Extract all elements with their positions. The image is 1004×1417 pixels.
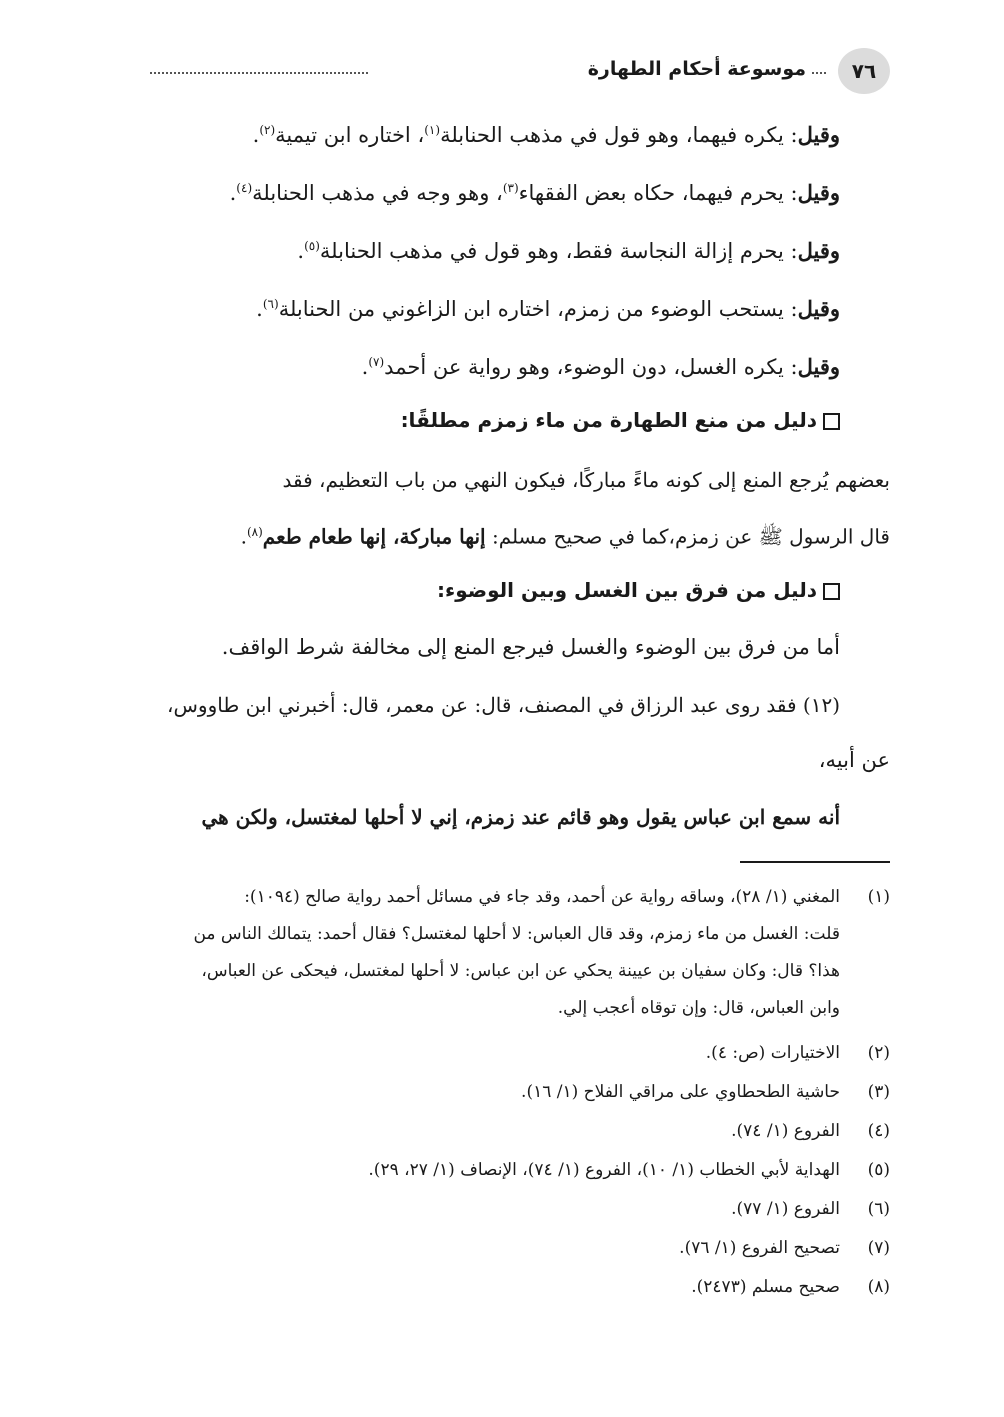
footnote-ref[interactable]: (١) bbox=[424, 123, 441, 137]
footnote-number: (٢) bbox=[867, 1043, 890, 1063]
footnote-number: (٨) bbox=[867, 1277, 890, 1297]
header-divider-dots bbox=[150, 72, 368, 74]
opinion-lead: وقيل bbox=[797, 238, 840, 263]
quote-line: أنه سمع ابن عباس يقول وهو قائم عند زمزم، إني لا أحلها لمغتسل، ولكن هي bbox=[201, 805, 840, 829]
footnote-text: حاشية الطحطاوي على مراقي الفلاح (١/ ١٦). bbox=[521, 1082, 840, 1102]
section-heading bbox=[401, 405, 840, 435]
opinion-text: ، وهو وجه في مذهب الحنابلة bbox=[252, 181, 503, 205]
footnote-text: صحيح مسلم (٢٤٧٣). bbox=[691, 1277, 840, 1297]
opinion-lead: وقيل bbox=[797, 296, 840, 321]
punct: . bbox=[297, 239, 305, 263]
opinion-line bbox=[362, 347, 840, 382]
footnote-separator bbox=[740, 861, 890, 863]
footnote-ref[interactable]: (٨) bbox=[246, 525, 263, 539]
square-bullet-icon bbox=[823, 583, 840, 600]
opinion-text: : يستحب الوضوء من زمزم، اختاره ابن الزاغوني من الحنابلة bbox=[278, 297, 798, 321]
paragraph-line: (١٢) فقد روى عبد الرزاق في المصنف، قال: عن معمر، قال: أخبرني ابن طاووس، bbox=[167, 693, 840, 717]
opinion-lead: وقيل bbox=[797, 122, 840, 147]
square-bullet-icon bbox=[823, 413, 840, 430]
section-heading-text: دليل من منع الطهارة من ماء زمزم مطلقًا: bbox=[400, 408, 817, 432]
footnote-item bbox=[368, 1157, 890, 1183]
footnote-number: (٥) bbox=[867, 1160, 890, 1180]
paragraph-text: قال الرسول ﷺ عن زمزم،كما في صحيح مسلم: bbox=[485, 524, 890, 549]
footnote-text: الفروع (١/ ٧٧). bbox=[731, 1199, 840, 1219]
opinion-line bbox=[230, 173, 840, 208]
paragraph-line: أما من فرق بين الوضوء والغسل فيرجع المنع إلى مخالفة شرط الواقف. bbox=[221, 635, 840, 659]
footnote-ref[interactable]: (٦) bbox=[262, 297, 279, 311]
hadith-quote: إنها مباركة، إنها طعام طعم bbox=[262, 524, 486, 549]
footnote-number: (٧) bbox=[867, 1238, 890, 1258]
footnote-text: الهداية لأبي الخطاب (١/ ١٠)، الفروع (١/ ٧٤)، الإنصاف (١/ ٢٧، ٢٩). bbox=[368, 1160, 840, 1180]
page-header bbox=[140, 46, 890, 96]
page-number: ٧٦ bbox=[838, 48, 890, 94]
footnote-item bbox=[731, 1118, 890, 1144]
opinion-line bbox=[256, 289, 840, 324]
opinion-text: : يحرم فيهما، حكاه بعض الفقهاء bbox=[518, 181, 798, 205]
footnote-ref[interactable]: (٤) bbox=[236, 181, 253, 195]
punct: . bbox=[229, 181, 237, 205]
opinion-text: : يكره الغسل، دون الوضوء، وهو رواية عن أحمد bbox=[384, 355, 798, 379]
footnote-ref[interactable]: (٧) bbox=[368, 355, 385, 369]
punct: . bbox=[252, 123, 260, 147]
footnote-item bbox=[521, 1079, 890, 1105]
footnote-number: (٣) bbox=[867, 1082, 890, 1102]
book-page bbox=[140, 0, 890, 1417]
running-title: موسوعة أحكام الطهارة bbox=[587, 58, 806, 80]
section-heading-text: دليل من فرق بين الغسل وبين الوضوء: bbox=[437, 578, 817, 602]
punct: . bbox=[240, 524, 247, 549]
footnote-continuation: هذا؟ قال: وكان سفيان بن عيينة يحكي عن ابن عباس: لا أحلها لمغتسل، فيحكى عن العباس، bbox=[201, 961, 840, 981]
footnote-continuation: وابن العباس، قال: وإن توقاه أعجب إلي. bbox=[557, 998, 840, 1018]
footnote-item bbox=[244, 884, 890, 910]
opinion-line bbox=[297, 231, 840, 266]
section-heading bbox=[437, 575, 840, 605]
footnote-item bbox=[706, 1040, 890, 1066]
footnote-item bbox=[731, 1196, 890, 1222]
paragraph-line bbox=[241, 517, 890, 552]
footnote-text: الفروع (١/ ٧٤). bbox=[731, 1121, 840, 1141]
opinion-text: : يكره فيهما، وهو قول في مذهب الحنابلة bbox=[440, 123, 798, 147]
punct: . bbox=[361, 355, 369, 379]
footnote-ref[interactable]: (٣) bbox=[502, 181, 519, 195]
paragraph-line: بعضهم يُرجع المنع إلى كونه ماءً مباركًا، فيكون النهي من باب التعظيم، فقد bbox=[282, 468, 890, 492]
footnote-number: (٦) bbox=[867, 1199, 890, 1219]
footnote-text: الاختيارات (ص: ٤). bbox=[705, 1043, 840, 1063]
paragraph-line: عن أبيه، bbox=[818, 748, 890, 772]
footnote-text: تصحيح الفروع (١/ ٧٦). bbox=[679, 1238, 840, 1258]
header-divider-dots bbox=[812, 72, 826, 74]
opinion-line bbox=[253, 115, 840, 150]
opinion-lead: وقيل bbox=[797, 354, 840, 379]
footnote-item bbox=[691, 1274, 890, 1300]
opinion-text: ، اختاره ابن تيمية bbox=[275, 123, 425, 147]
footnote-number: (١) bbox=[867, 887, 890, 907]
footnote-number: (٤) bbox=[867, 1121, 890, 1141]
footnote-ref[interactable]: (٥) bbox=[304, 239, 320, 253]
opinion-text: : يحرم إزالة النجاسة فقط، وهو قول في مذهب الحنابلة bbox=[319, 239, 798, 263]
opinion-lead: وقيل bbox=[797, 180, 840, 205]
footnote-text: المغني (١/ ٢٨)، وساقه رواية عن أحمد، وقد جاء في مسائل أحمد رواية صالح (١٠٩٤): bbox=[244, 887, 840, 907]
punct: . bbox=[256, 297, 263, 321]
footnote-ref[interactable]: (٢) bbox=[259, 123, 276, 137]
footnote-continuation: قلت: الغسل من ماء زمزم، وقد قال العباس: لا أحلها لمغتسل؟ فقال أحمد: يتمالك الناس من bbox=[193, 924, 840, 944]
footnote-item bbox=[679, 1235, 890, 1261]
